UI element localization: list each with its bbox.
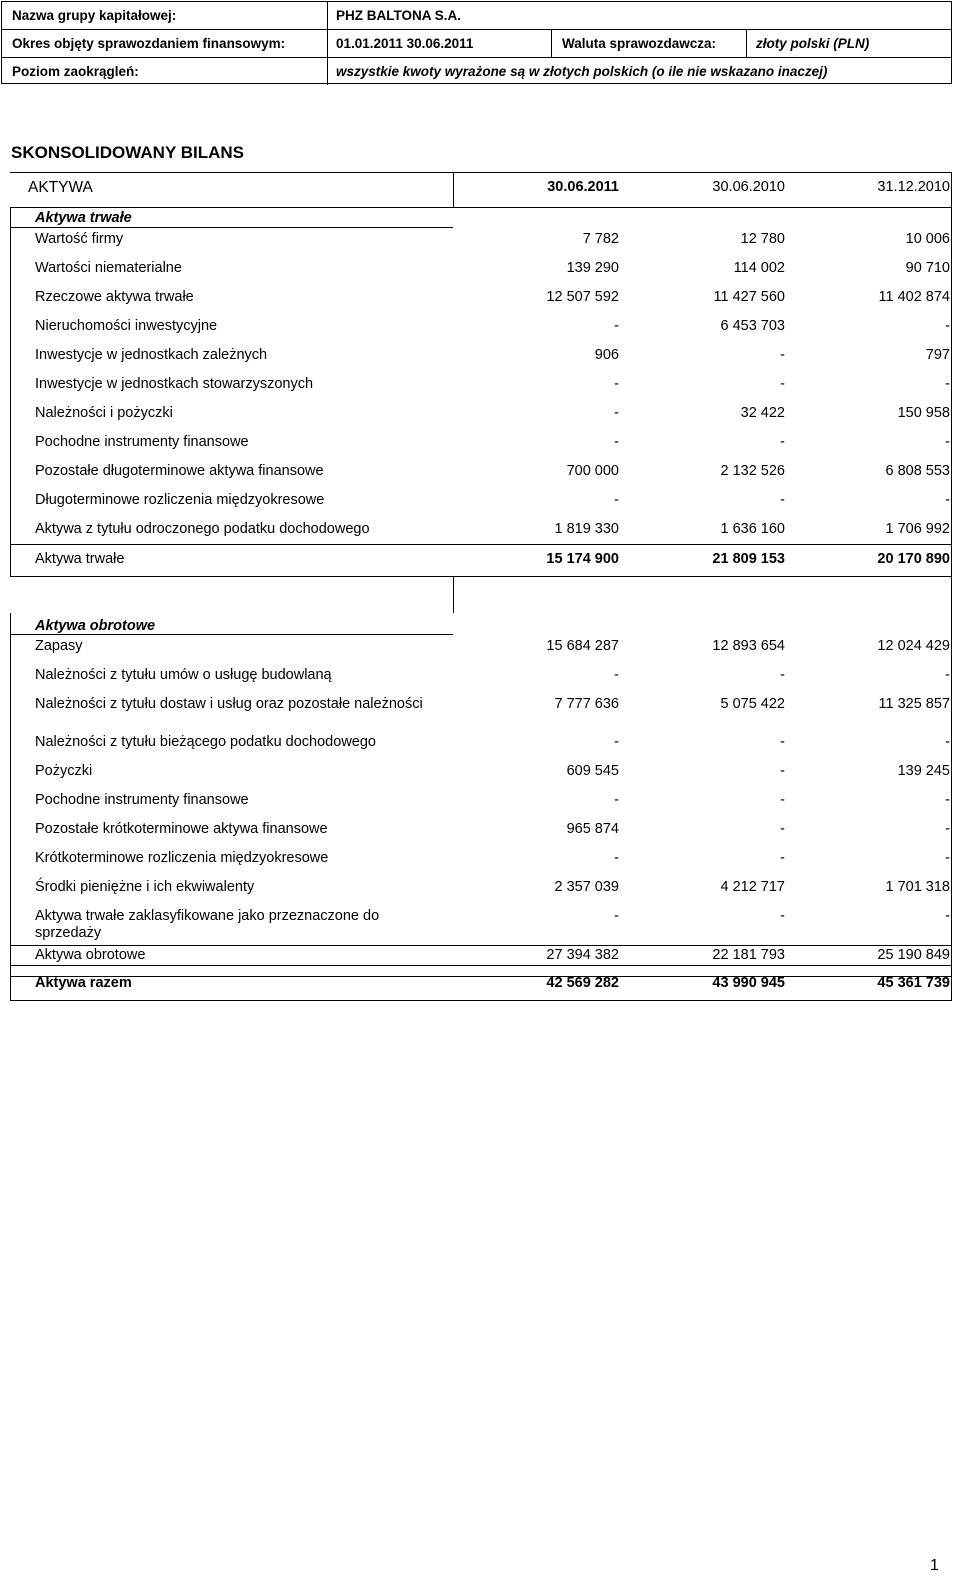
group-label: Nazwa grupy kapitałowej: (12, 8, 177, 23)
report-info-box (1, 1, 952, 84)
rounding-label: Poziom zaokrągleń: (12, 64, 139, 79)
currency-label: Waluta sprawozdawcza: (562, 36, 717, 51)
column-header: 30.06.2011 (547, 179, 619, 195)
info-row-group (2, 2, 951, 29)
rounding-value: wszystkie kwoty wyrażone są w złotych polskich (o ile nie wskazano inaczej) (336, 64, 828, 79)
page-title: SKONSOLIDOWANY BILANS (11, 143, 244, 162)
group-value: PHZ BALTONA S.A. (336, 8, 462, 23)
info-row-period (2, 29, 951, 57)
column-header: 30.06.2010 (712, 179, 785, 195)
page-number: 1 (930, 1557, 939, 1574)
aktywa-heading: AKTYWA (28, 179, 93, 196)
period-label: Okres objęty sprawozdaniem finansowym: (12, 36, 286, 51)
currency-value: złoty polski (PLN) (756, 36, 870, 51)
period-value: 01.01.2011 30.06.2011 (336, 36, 474, 51)
column-header: 31.12.2010 (877, 179, 950, 195)
info-row-rounding (2, 57, 951, 85)
